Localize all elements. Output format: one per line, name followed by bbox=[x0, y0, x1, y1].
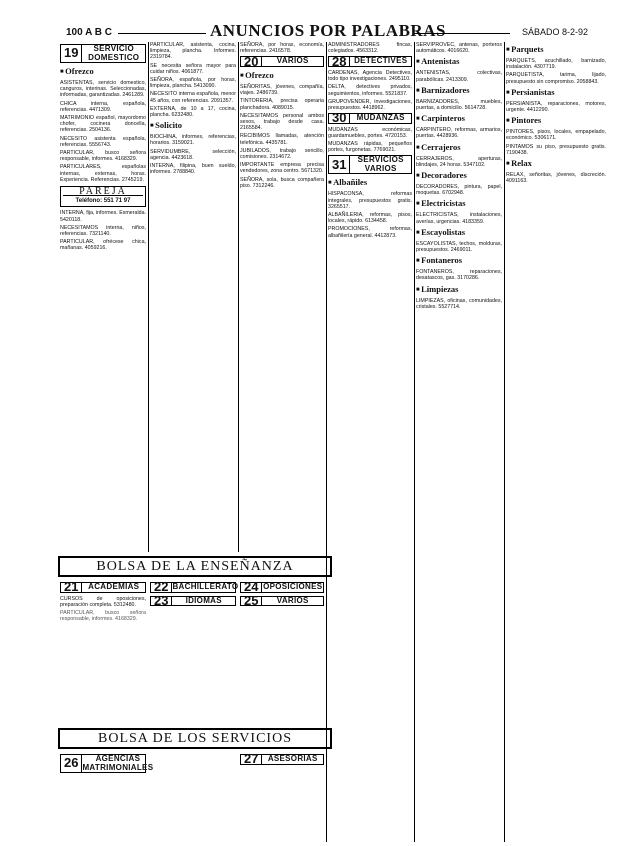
subhead-limpiezas: ■ Limpiezas bbox=[416, 284, 502, 296]
ad: IMPORTANTE empresa precisa vendedores, zona centro. 5671320. bbox=[240, 162, 324, 175]
servicios-col-right bbox=[240, 752, 324, 844]
page-header bbox=[0, 0, 620, 40]
subhead-antenistas: ■ Antenistas bbox=[416, 56, 502, 68]
subhead-relax: ■ Relax bbox=[506, 158, 606, 170]
ad: ELECTRICISTAS, instalaciones, averías, urgencias. 4183359. bbox=[416, 212, 502, 225]
section-22: 22 BACHILLERATO bbox=[150, 582, 236, 593]
ensenanza-col-left bbox=[60, 580, 146, 720]
section-25: 25 VARIOS bbox=[240, 596, 324, 607]
ad: PARTICULARES, españolas internas, externas, horas. Experiencia. Referencias. 2745219. bbox=[60, 164, 146, 183]
section-19: 19 SERVICIO DOMESTICO bbox=[60, 44, 146, 63]
section-24: 24 OPOSICIONES bbox=[240, 582, 324, 593]
ad: ADMINISTRADORES fincas, colegiados. 4563312. bbox=[328, 42, 412, 55]
column-rule bbox=[326, 42, 327, 842]
subhead-pintores: ■ Pintores bbox=[506, 115, 606, 127]
section-26: 26 AGENCIAS MATRIMONIALES bbox=[60, 754, 146, 773]
column-6 bbox=[506, 42, 606, 842]
ad: SERVIDUMBRE, selección, agencia. 4423618. bbox=[150, 148, 236, 161]
column-2 bbox=[150, 42, 236, 552]
ad: PARTICULAR, busco señora responsable, informes. 4168329. bbox=[60, 609, 146, 623]
subhead-escayolistas: ■ Escayolistas bbox=[416, 227, 502, 239]
subhead-albaniles: ■ Albañiles bbox=[328, 177, 412, 189]
header-rule-left bbox=[118, 33, 206, 34]
ad: ASISTENTAS, servicio domestico, canguros, interinas. Seleccionadas, informadas, garantizadas. 2461289. bbox=[60, 80, 146, 99]
section-31: 31 SERVICIOS VARIOS bbox=[328, 155, 412, 174]
ad: PARQUETS, acuchillado, barnizado, instalación. 4307719. bbox=[506, 58, 606, 71]
subhead-decoradores: ■ Decoradores bbox=[416, 170, 502, 182]
section-30: 30 MUDANZAS bbox=[328, 113, 412, 124]
ad: GRUPOVENDER, investigaciones, presupuestos. 4418962. bbox=[328, 98, 412, 111]
page-number: 100 A B C bbox=[66, 27, 112, 38]
ad: NECESITO asistenta española, referencias. 5556743. bbox=[60, 135, 146, 148]
ad: LIMPIEZAS, oficinas, comunidades, cristales. 5527714. bbox=[416, 297, 502, 310]
column-rule bbox=[238, 42, 239, 552]
ad: PARTICULAR, asistenta, cocina, limpieza, plancha. Informes. 2319784. bbox=[150, 42, 236, 61]
ad: EXTERNA, de 10 a 17, cocina, plancha. 6232480. bbox=[150, 105, 236, 119]
ad: CURSOS de oposiciones, preparación completa. 5312480. bbox=[60, 595, 146, 608]
ad: JUBILADOS, trabajo sencillo, comisiones. 2314672. bbox=[240, 147, 324, 160]
ad: MUDANZAS rápidas, pequeños portes, furgonetas. 7769021. bbox=[328, 141, 412, 154]
page-title: ANUNCIOS POR PALABRAS bbox=[210, 21, 446, 40]
ensenanza-col-mid bbox=[150, 579, 239, 720]
ad: NECESITAMOS personal ambos sexos, trabajo desde casa. 2165584. bbox=[240, 112, 324, 132]
pareja-phone: Teléfono: 551 71 97 bbox=[75, 198, 131, 205]
band-ensenanza: BOLSA DE LA ENSEÑANZA bbox=[58, 556, 332, 577]
column-4 bbox=[328, 42, 412, 842]
section-27: 27 ASESORIAS bbox=[240, 754, 324, 765]
ad: PARTICULAR, ofrécese chica, mañanas. 4059216. bbox=[60, 239, 146, 252]
ad: PARQUETISTA, tarima, lijado, presupuesto sin compromiso. 2058843. bbox=[506, 72, 606, 85]
header-rule-right bbox=[414, 33, 510, 34]
section-28: 28 DETECTIVES bbox=[328, 56, 412, 67]
subhead-ofrezco: ■ Ofrezco bbox=[240, 70, 324, 82]
subhead-fontaneros: ■ Fontaneros bbox=[416, 255, 502, 267]
ad: MUDANZAS económicas, guardamuebles, portes. 4720153. bbox=[328, 126, 412, 139]
column-3 bbox=[240, 42, 324, 552]
ensenanza-col-right bbox=[240, 580, 324, 720]
subhead-persianistas: ■ Persianistas bbox=[506, 87, 606, 99]
ad: PINTAMOS su piso, presupuesto gratis. 7190438. bbox=[506, 143, 606, 156]
band-servicios: BOLSA DE LOS SERVICIOS bbox=[58, 728, 332, 749]
ad: PERSIANISTA, reparaciones, motores, urgente. 4412290. bbox=[506, 100, 606, 114]
ad: DELTA, detectives privados, seguimientos, informes. 5521837. bbox=[328, 84, 412, 97]
ad: INTERNA, fija, informes. Esmeralda. 5420118. bbox=[60, 210, 146, 223]
ad: SE necesita señora mayor para cuidar niños. 4061877. bbox=[150, 62, 236, 75]
ad: TINTORERIA, precisa operaria planchadora. 4089015. bbox=[240, 98, 324, 111]
ad: BARNIZADORES, muebles, puertas, a domicilio. 5614728. bbox=[416, 98, 502, 112]
column-rule bbox=[414, 42, 415, 842]
column-5 bbox=[416, 42, 502, 842]
subhead-barnizadores: ■ Barnizadores bbox=[416, 85, 502, 97]
ad: NECESITO interna española, menor 45 años, con referencias. 2091357. bbox=[150, 91, 236, 104]
column-rule bbox=[148, 42, 149, 552]
column-1 bbox=[60, 42, 146, 552]
ad: SERVIPROVEC, antenas, porteros automáticos. 4016620. bbox=[416, 42, 502, 55]
ad: ESCAYOLISTAS, techos, molduras, presupuestos. 2469011. bbox=[416, 240, 502, 254]
ad: RECIBIMOS llamadas, atención telefónica. 4435781. bbox=[240, 133, 324, 146]
ad: RELAX, señoritas, jóvenes, discreción. 4091163. bbox=[506, 172, 606, 185]
subhead-solicito: ■ Solicito bbox=[150, 120, 236, 132]
ad: DECORADORES, pintura, papel, moquetas. 6702948. bbox=[416, 184, 502, 197]
pareja-box bbox=[60, 186, 146, 207]
subhead-cerrajeros: ■ Cerrajeros bbox=[416, 142, 502, 154]
ad: CARDENAS, Agencia Detectives, todo tipo investigaciones. 2495110. bbox=[328, 69, 412, 83]
ad: ANTENISTAS, colectivas, parabólicas. 2413309. bbox=[416, 70, 502, 83]
servicios-col-left bbox=[60, 752, 154, 844]
ad: PINTORES, pisos, locales, empapelado, económico. 5306171. bbox=[506, 129, 606, 142]
ad: SEÑORA, sola, busca compañera piso. 7312246. bbox=[240, 176, 324, 189]
ad: CERRAJEROS, aperturas, blindajes, 24 horas. 5347102. bbox=[416, 155, 502, 168]
subhead-electricistas: ■ Electricistas bbox=[416, 198, 502, 210]
ad: BIOCHINA, informes, referencias, horarios. 3159021. bbox=[150, 134, 236, 147]
pareja-title: PAREJA bbox=[63, 189, 143, 196]
ad: NECESITAMOS interna, niños, referencias. 7321140. bbox=[60, 224, 146, 238]
ad: CARPINTERO, reformas, armarios, puertas. 4428936. bbox=[416, 127, 502, 140]
issue-date: SÁBADO 8-2-92 bbox=[522, 27, 589, 37]
subhead-ofrezco: ■ Ofrezco bbox=[60, 66, 146, 78]
subhead-parquets: ■ Parquets bbox=[506, 44, 606, 56]
subhead-carpinteros: ■ Carpinteros bbox=[416, 113, 502, 125]
ad: MATRIMONIO español, mayordomo chofer, cocinera doncella, referencias. 2504136. bbox=[60, 115, 146, 134]
ad: PARTICULAR, busco señora responsable, informes. 4168329. bbox=[60, 150, 146, 163]
ad: FONTANEROS, reparaciones, desatascos, gas. 3170286. bbox=[416, 269, 502, 282]
section-21: 21 ACADEMIAS bbox=[60, 582, 146, 593]
section-20: 20 VARIOS bbox=[240, 56, 324, 67]
ad: SEÑORA, española, por horas, limpieza, plancha. 5413090. bbox=[150, 77, 236, 90]
ad: PROMOCIONES, reformas, albañilería general. 4412873. bbox=[328, 226, 412, 239]
ad: ALBAÑILERIA, reformas, pisos, locales, rápido. 6134458. bbox=[328, 212, 412, 225]
ad: CHICA interna, española, referencias. 4471309. bbox=[60, 100, 146, 113]
section-23: 23 IDIOMAS bbox=[150, 596, 236, 607]
ad: SEÑORITAS, jóvenes, compañía, viajes. 2486739. bbox=[240, 83, 324, 97]
column-rule bbox=[504, 42, 505, 842]
ad: HISPACONSA, reformas integrales, presupuestos gratis. 3265517. bbox=[328, 191, 412, 210]
ad: SEÑORA, por horas, economía, referencias. 2416578. bbox=[240, 42, 324, 55]
ad: INTERNA, filipina, buen sueldo, informes. 2788840. bbox=[150, 163, 236, 176]
